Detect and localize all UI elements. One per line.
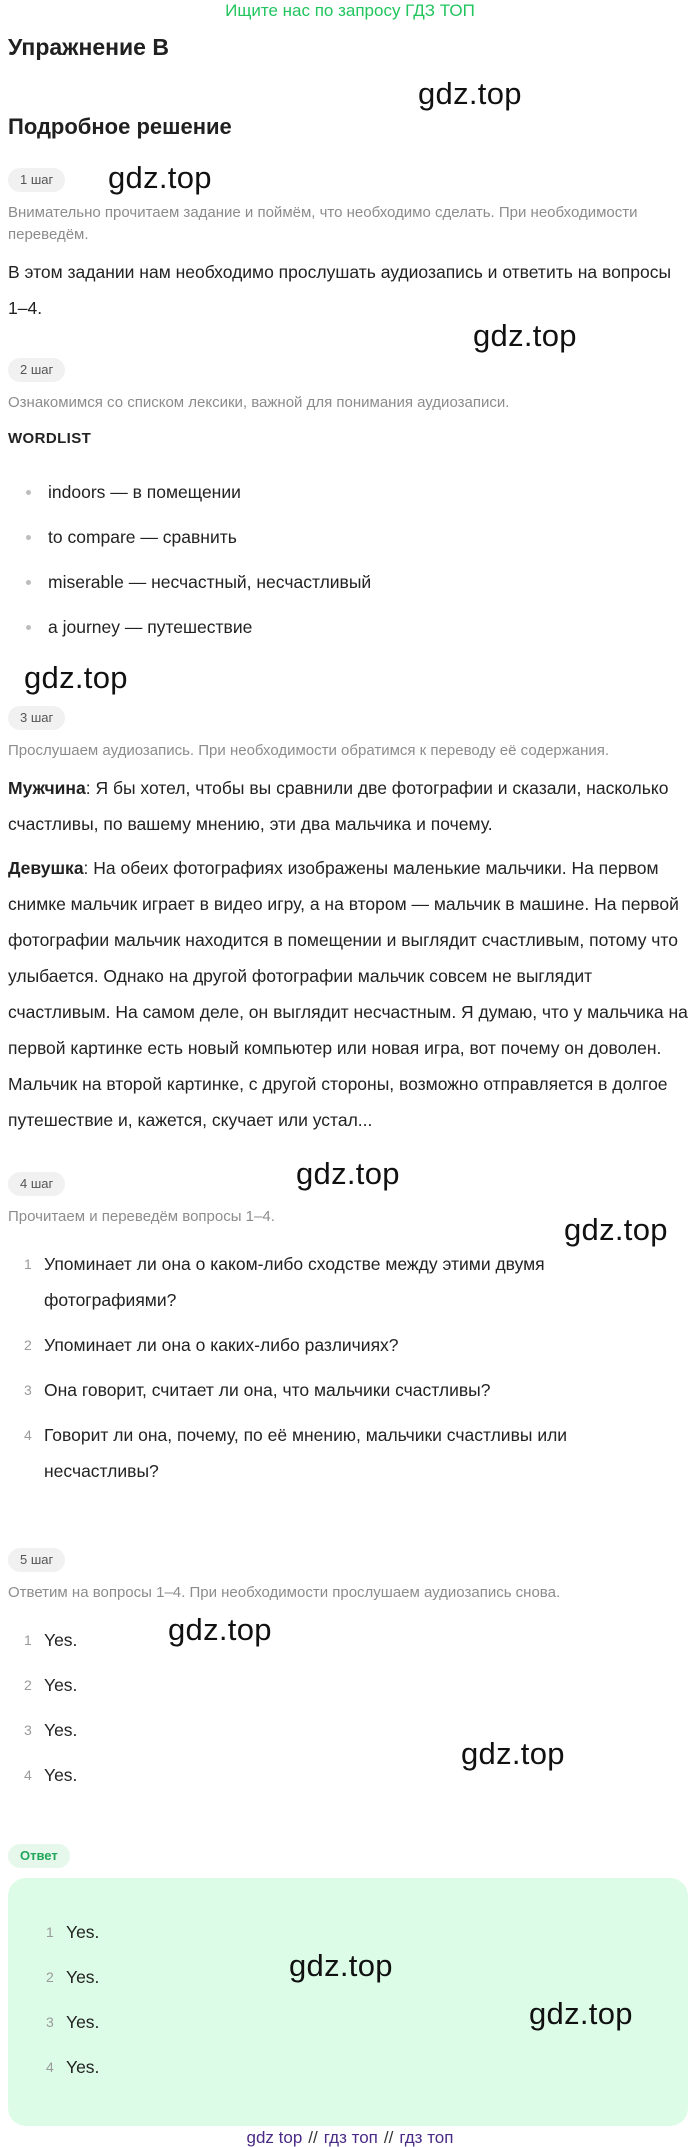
answer-item: 3 Yes.	[24, 1720, 78, 1740]
watermark: gdz.top	[168, 1612, 272, 1647]
wordlist-title: WORDLIST	[8, 430, 92, 447]
question-item: 2 Упоминает ли она о каких-либо различиях?	[24, 1335, 399, 1355]
step-5-answers	[0, 1622, 690, 1802]
wordlist	[0, 474, 371, 654]
wordlist-item: indoors — в помещении	[0, 474, 371, 519]
footer-separator: //	[383, 2128, 394, 2147]
dialogue-man: Мужчина: Я бы хотел, чтобы вы сравнили две фотографии и сказали, насколько счастливы, по вашему мнению, эти два мальчика и почему.	[8, 778, 669, 834]
bullet-icon	[26, 580, 31, 585]
dialogue-girl: Девушка: На обеих фотографиях изображены маленькие мальчики. На первом снимке мальчик играет в видео игру, а на втором — мальчик в машине. На первой фотографии мальчик находится в помещении и выглядит счастливым, потому что улыбается. Однако на другой фотографии мальчик совсем не выглядит счастливым. На самом деле, он выглядит несчастным. Я думаю, что у мальчика на первой картинке есть новый компьютер или новая игра, вот почему он доволен. Мальчик на второй картинке, с другой стороны, возможно отправляется в долгое путешествие и, кажется, скучает или устал...	[8, 858, 688, 1130]
footer-separator: //	[308, 2128, 318, 2147]
step-1-hint: Внимательно прочитаем задание и поймём, что необходимо сделать. При необходимости переведём.	[8, 204, 638, 243]
step-3-hint: Прослушаем аудиозапись. При необходимости обратимся к переводу её содержания.	[8, 742, 610, 759]
question-item: 1 Упоминает ли она о каком-либо сходстве между этими двумя фотографиями?	[24, 1254, 545, 1310]
watermark: gdz.top	[289, 1948, 393, 1983]
answer-item: 3 Yes.	[46, 2012, 100, 2032]
step-3-badge: 3 шаг	[8, 706, 65, 730]
watermark: gdz.top	[529, 1996, 633, 2031]
step-1-badge: 1 шаг	[8, 168, 65, 192]
step-1-text: В этом задании нам необходимо прослушать аудиозапись и ответить на вопросы 1–4.	[8, 262, 672, 318]
wordlist-item: to compare — сравнить	[0, 519, 371, 564]
step-4-badge: 4 шаг	[8, 1172, 65, 1196]
step-2-hint: Ознакомимся со списком лексики, важной для понимания аудиозаписи.	[8, 394, 510, 411]
bullet-icon	[26, 535, 31, 540]
answer-item: 4 Yes.	[46, 2057, 100, 2077]
question-item: 4 Говорит ли она, почему, по её мнению, мальчики счастливы или несчастливы?	[24, 1425, 568, 1481]
answer-badge: Ответ	[8, 1844, 70, 1868]
step-2-badge: 2 шаг	[8, 358, 65, 382]
watermark: gdz.top	[461, 1736, 565, 1771]
bullet-icon	[26, 625, 31, 630]
watermark: gdz.top	[108, 160, 212, 195]
watermark: gdz.top	[473, 318, 577, 353]
footer-links	[0, 2128, 700, 2147]
answer-item: 1 Yes.	[24, 1630, 78, 1650]
bullet-icon	[26, 490, 31, 495]
speaker-man: Мужчина	[8, 778, 86, 798]
footer-link-gdz-top[interactable]: gdz top	[246, 2128, 303, 2147]
answer-item: 2 Yes.	[46, 1967, 100, 1987]
watermark: gdz.top	[564, 1212, 668, 1247]
step-5-badge: 5 шаг	[8, 1548, 65, 1572]
watermark: gdz.top	[24, 660, 128, 695]
step-4-hint: Прочитаем и переведём вопросы 1–4.	[8, 1208, 275, 1225]
step-5-hint: Ответим на вопросы 1–4. При необходимости прослушаем аудиозапись снова.	[8, 1584, 561, 1601]
watermark: gdz.top	[296, 1156, 400, 1191]
questions-list	[0, 1246, 690, 1498]
wordlist-item: miserable — несчастный, несчастливый	[0, 564, 371, 609]
answer-item: 2 Yes.	[24, 1675, 78, 1695]
watermark: gdz.top	[418, 76, 522, 111]
speaker-girl: Девушка	[8, 858, 84, 878]
answer-item: 4 Yes.	[24, 1765, 78, 1785]
answer-list	[8, 1914, 99, 2094]
answer-item: 1 Yes.	[46, 1922, 100, 1942]
page-title: Упражнение B	[8, 34, 169, 60]
search-banner: Ищите нас по запросу ГДЗ ТОП	[225, 1, 475, 20]
wordlist-item: a journey — путешествие	[0, 609, 371, 654]
footer-link-gdz-top-ru-2[interactable]: гдз топ	[399, 2128, 454, 2147]
section-title: Подробное решение	[8, 114, 232, 139]
question-item: 3 Она говорит, считает ли она, что мальчики счастливы?	[24, 1380, 491, 1400]
footer-link-gdz-top-ru[interactable]: гдз топ	[323, 2128, 378, 2147]
